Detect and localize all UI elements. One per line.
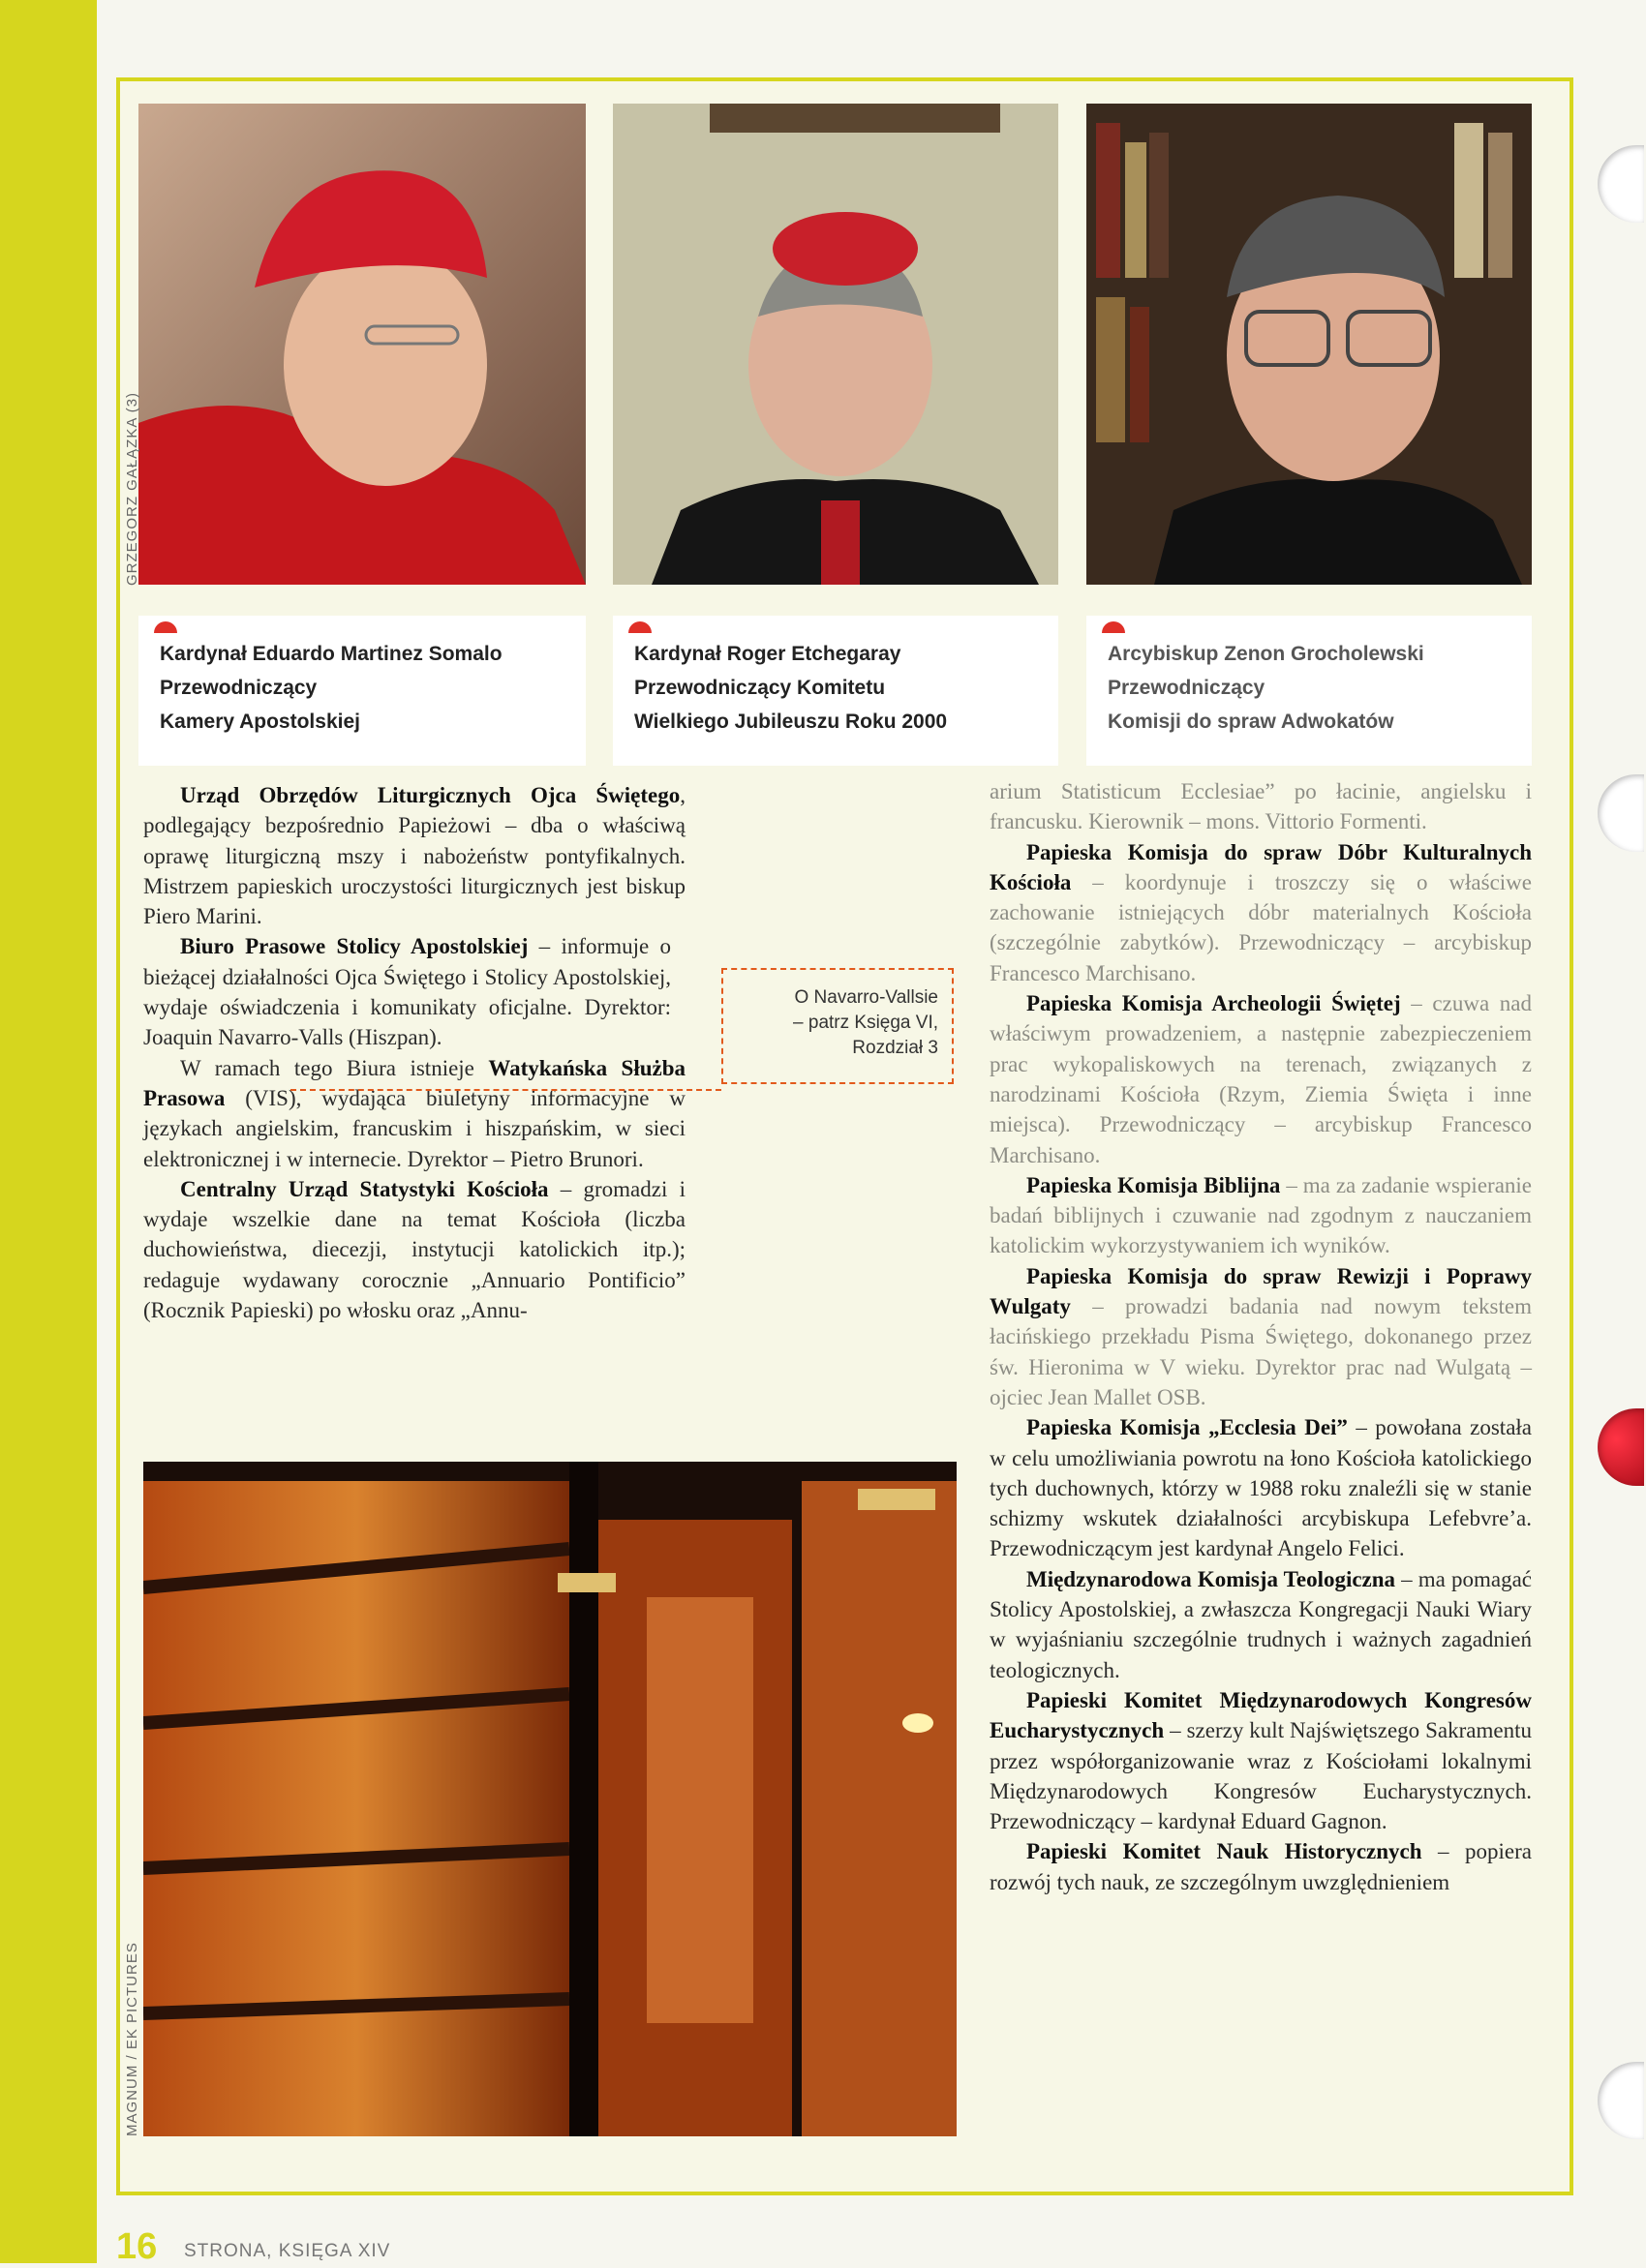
right-text-column [990, 776, 1532, 1897]
paragraph-eucharistic-congresses-committee: Papieski Komitet Międzynarodowych Kongresów Eucharystycznych – szerzy kult Najświętszego Sakramentu przez współorganizowanie wraz z Kościołami lokalnymi Międzynarodowych Kongresów Eucharystycznych. Przewodniczący – kardynał Eduard Gagnon. [990, 1687, 1532, 1834]
page-number: 16 [116, 2226, 158, 2267]
paragraph-historical-sciences-committee: Papieski Komitet Nauk Historycznych – popiera rozwój tych nauk, ze szczególnym uwzględnieniem [990, 1839, 1532, 1894]
cross-reference-note: O Navarro-Vallsie – patrz Księga VI, Rozdział 3 [721, 968, 954, 1084]
paragraph-biblical-commission: Papieska Komisja Biblijna – ma za zadanie wspieranie badań biblijnych i czuwanie nad zgodnym z nauczaniem katolickim wykorzystywaniem ich wyników. [990, 1172, 1532, 1258]
caption-role: Przewodniczący [160, 677, 318, 699]
caption-name: Arcybiskup Zenon Grocholewski [1108, 643, 1424, 665]
left-text-column [143, 780, 686, 1325]
paragraph-press-office: Biuro Prasowe Stolicy Apostolskiej – informuje o bieżącej działalności Ojca Świętego i Stolicy Apostolskiej, wydaje oświadczenia i komunikaty oficjalne. Dyrektor: Joaquin Navarro-Valls (Hiszpan). [143, 934, 671, 1050]
caption-office: Wielkiego Jubileuszu Roku 2000 [634, 711, 948, 733]
caption-role: Przewodniczący Komitetu [634, 677, 886, 699]
footer-section-label: STRONA, KSIĘGA XIV [184, 2241, 391, 2261]
paragraph-sacred-archaeology-commission: Papieska Komisja Archeologii Świętej – czuwa nad właściwym prowadzeniem, a następnie zabezpieczeniem prac wykopaliskowych na terenach, związanych z narodzinami Kościoła (Rzym, Ziemia Święta i inne miejsca). Przewodniczący – arcybiskup Francesco Marchisano. [990, 991, 1532, 1167]
paragraph-vis: W ramach tego Biura istnieje Watykańska Służba Prasowa (VIS), wydająca biuletyny informacyjne w językach angielskim, francuskim i hiszpańskim, w sieci elektronicznej i w internecie. Dyrektor – Pietro Brunori. [143, 1055, 686, 1171]
punch-hole-3 [1598, 2062, 1644, 2139]
punch-hole-2 [1598, 774, 1644, 852]
photo-credit-bottom: MAGNUM / EK PICTURES [124, 1942, 140, 2136]
caption-archbishop-grocholewski [1086, 616, 1532, 766]
caption-name: Kardynał Roger Etchegaray [634, 643, 901, 665]
punch-hole-1 [1598, 145, 1644, 223]
paragraph-liturgical-office: Urząd Obrzędów Liturgicznych Ojca Świętego, podlegający bezpośrednio Papieżowi – dba o właściwą oprawę liturgiczną mszy i nabożeństw pontyfikalnych. Mistrzem papieskich uroczystości liturgicznych jest biskup Piero Marini. [143, 783, 686, 929]
caption-office: Komisji do spraw Adwokatów [1108, 711, 1394, 733]
paragraph-ecclesia-dei-commission: Papieska Komisja „Ecclesia Dei” – powołana została w celu umożliwiania powrotu na łono Kościoła katolickiego tych duchownych, którzy w 1988 roku znaleźli się w stanie schizmy wskutek działalności arcybiskupa Lefebvre’a. Przewodniczącym jest kardynał Angelo Felici. [990, 1415, 1532, 1561]
photo-archbishop-grocholewski [1086, 104, 1532, 585]
paragraph-statistics-continued: arium Statisticum Ecclesiae” po łacinie, angielsku i francusku. Kierownik – mons. Vittorio Formenti. [990, 779, 1532, 834]
paragraph-vulgate-commission: Papieska Komisja do spraw Rewizji i Poprawy Wulgaty – prowadzi badania nad nowym tekstem łacińskiego przekładu Pisma Świętego, dokonanego przez św. Hieronima w V wieku. Dyrektor prac nad Wulgatą – ojciec Jean Mallet OSB. [990, 1263, 1532, 1409]
photo-credit-top: GRZEGORZ GAŁĄZKA (3) [124, 391, 140, 586]
paragraph-statistics-office: Centralny Urząd Statystyki Kościoła – gromadzi i wydaje wszelkie dane na temat Kościoła (liczba duchowieństwa, diecezji, instytucji katolickich itp.); redaguje wydawany corocznie „Annuario Pontificio” (Rocznik Papieski) po włosku oraz „Annu- [143, 1176, 686, 1323]
caption-cardinal-etchegaray [613, 616, 1058, 766]
bullet-marker [628, 621, 652, 633]
caption-name: Kardynał Eduardo Martinez Somalo [160, 643, 503, 665]
caption-office: Kamery Apostolskiej [160, 711, 360, 733]
paragraph-theological-commission: Międzynarodowa Komisja Teologiczna – ma pomagać Stolicy Apostolskiej, a zwłaszcza Kongregacji Nauki Wiary w wyjaśnianiu szczególnie trudnych i ważnych zagadnień teologicznych. [990, 1566, 1532, 1682]
caption-cardinal-somalo [138, 616, 586, 766]
photo-cardinal-somalo [138, 104, 586, 585]
note-connector-line [290, 1089, 721, 1091]
paragraph-cultural-heritage-commission: Papieska Komisja do spraw Dóbr Kulturalnych Kościoła – koordynuje i troszczy się o właściwe zachowanie istniejących dóbr materialnych Kościoła (szczególnie zabytków). Przewodniczący – arcybiskup Francesco Marchisano. [990, 839, 1532, 985]
side-color-band [0, 0, 97, 2263]
photo-cardinal-etchegaray [613, 104, 1058, 585]
caption-role: Przewodniczący [1108, 677, 1265, 699]
red-tab-marker [1598, 1408, 1644, 1486]
photo-vatican-archive-shelves [143, 1462, 957, 2136]
bullet-marker [154, 621, 177, 633]
bullet-marker [1102, 621, 1125, 633]
